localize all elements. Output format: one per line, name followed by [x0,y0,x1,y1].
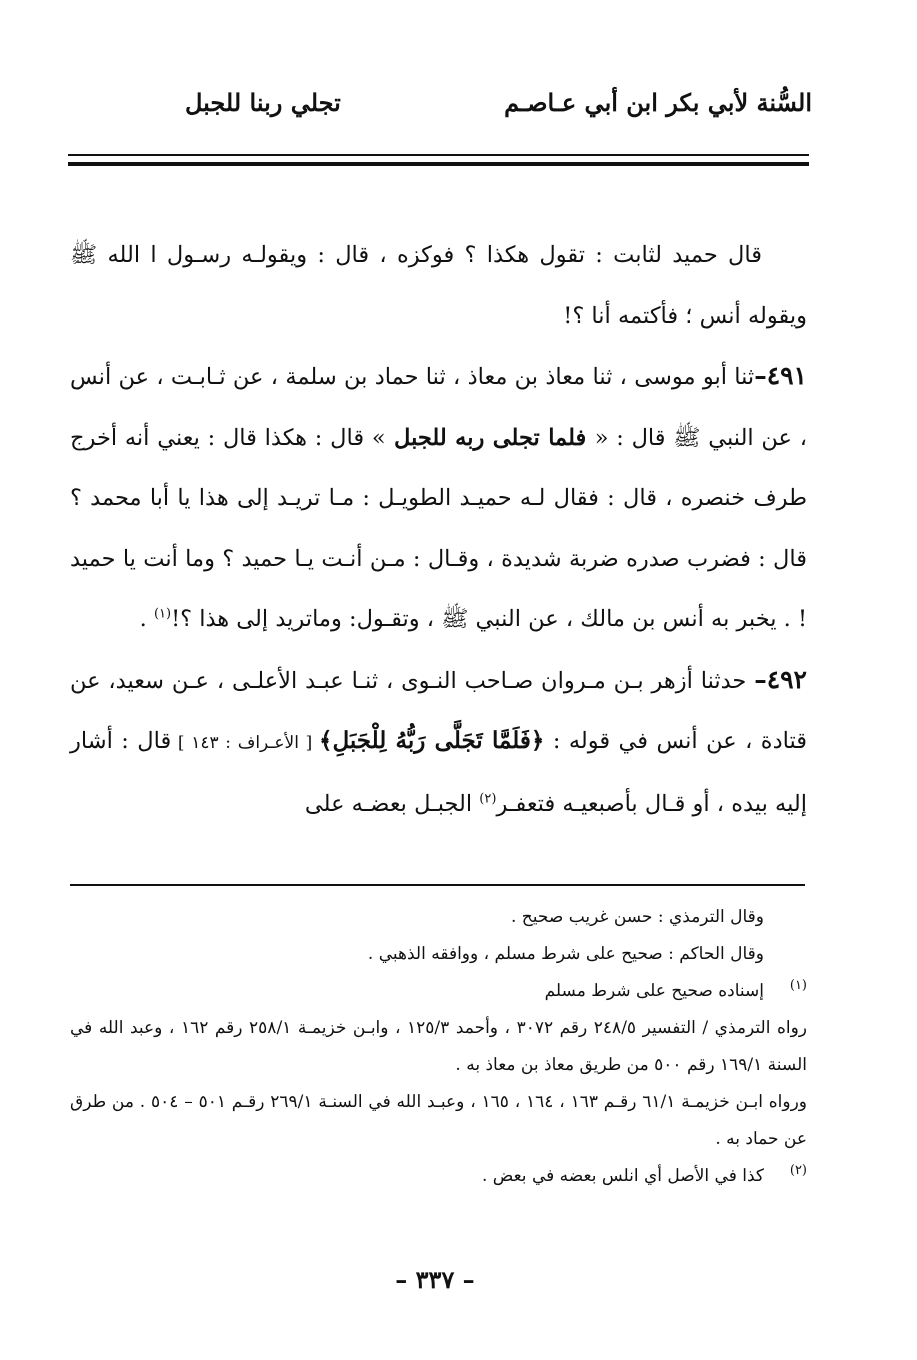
footnote-text: كذا في الأصل أي انلس بعضه في بعض . [481,1166,764,1186]
hadith-dash: – [754,664,767,694]
paragraph-continuation [70,225,807,346]
footnote-ref: (١) [153,606,172,622]
hadith-491 [70,346,807,650]
hadith-dash: – [754,361,767,390]
footnote-line: وقال الترمذي : حسن غريب صحيح . [511,907,764,927]
footnote-2 [70,1158,807,1195]
footnote-text: إسناده صحيح على شرط مسلم [544,981,764,1001]
main-text [70,225,807,834]
hadith-text: ثنا أبو موسى ، ثنا معاذ بن معاذ ، ثنا حماد بن سلمة ، عن ثـابـت ، عن أنس ، عن النبي ﷺ قال : « [70,364,808,451]
book-title: السُّنة لأبي بكر ابن أبي عـاصـم [504,87,812,117]
footnote-ref: (٢) [479,791,497,806]
running-header [185,82,812,122]
footnote-line: ورواه ابـن خزيمـة ٦١/١ رقـم ١٦٣ ، ١٦٤ ، ١٦٥ ، وعبـد الله في السنـة ٢٦٩/١ رقـم ٥٠١ – ٥٠٤ . من طرق عن حماد به . [70,1092,808,1149]
hadith-text: » قال : هكذا قال : يعني أنه أخرج طرف خنصره ، قال : فقال لـه حميـد الطويـل : مـا تريـد إلى هذا يا أبا محمد ؟ قال : فضرب صدره ضربة شديدة ، وقـال : مـن أنـت يـا حميد ؟ وما أنت يا حميد ! . يخبر به أنس بن مالك ، عن النبي ﷺ ، وتقـول: وماتريد إلى هذا ؟! [70,424,807,632]
header-rule-thick [68,162,809,166]
quoted-verse: فلما تجلى ربه للجبل [385,424,595,451]
hadith-number: ٤٩٢ [766,664,807,694]
footnote-marker: (٢) [789,1163,807,1178]
quran-verse: ﴿فَلَمَّا تَجَلَّى رَبُّهُ لِلْجَبَلِ﴾ [318,727,545,754]
paragraph-text: قال حميد لثابت : تقول هكذا ؟ فوكزه ، قال : ويقولـه رسـول ا الله ﷺ ويقوله أنس ؛ فأكتمه أنا ؟! [70,242,807,329]
hadith-end: . [139,606,154,632]
footnote-separator [70,884,805,886]
hadith-number: ٤٩١ [766,361,807,390]
hadith-text: الجبـل بعضـه على [304,790,480,817]
hadith-492 [70,650,807,835]
footnote-1 [70,973,807,1010]
footnotes [70,899,807,1195]
chapter-title: تجلي ربنا للجبل [185,87,341,117]
footnote-line: رواه الترمذي / التفسير ٢٤٨/٥ رقم ٣٠٧٢ ، وأحمد ١٢٥/٣ ، وابـن خزيمـة ٢٥٨/١ رقم ١٦٢ ، وعبد الله في السنة ١٦٩/١ رقم ٥٠٠ من طريق معاذ بن معاذ به . [70,1018,807,1075]
page-number: – ٣٣٧ – [395,1265,475,1294]
footnote-marker: (١) [789,978,807,993]
verse-reference: [ الأعـراف : ١٤٣ ] [171,733,319,753]
footnote-line: وقال الحاكم : صحيح على شرط مسلم ، ووافقه الذهبي . [367,944,764,964]
header-rule-thin [68,154,809,156]
hadith-text: حدثنا أزهر بـن مـروان صـاحب النـوى ، ثنـا عبـد الأعلـى ، عـن سعيد، عن قتادة ، عن أنس في قوله : [70,667,807,754]
hadith-text: قال : أشار إليه بيده ، أو قـال بأصبعيـه فتعفـر [70,728,807,817]
